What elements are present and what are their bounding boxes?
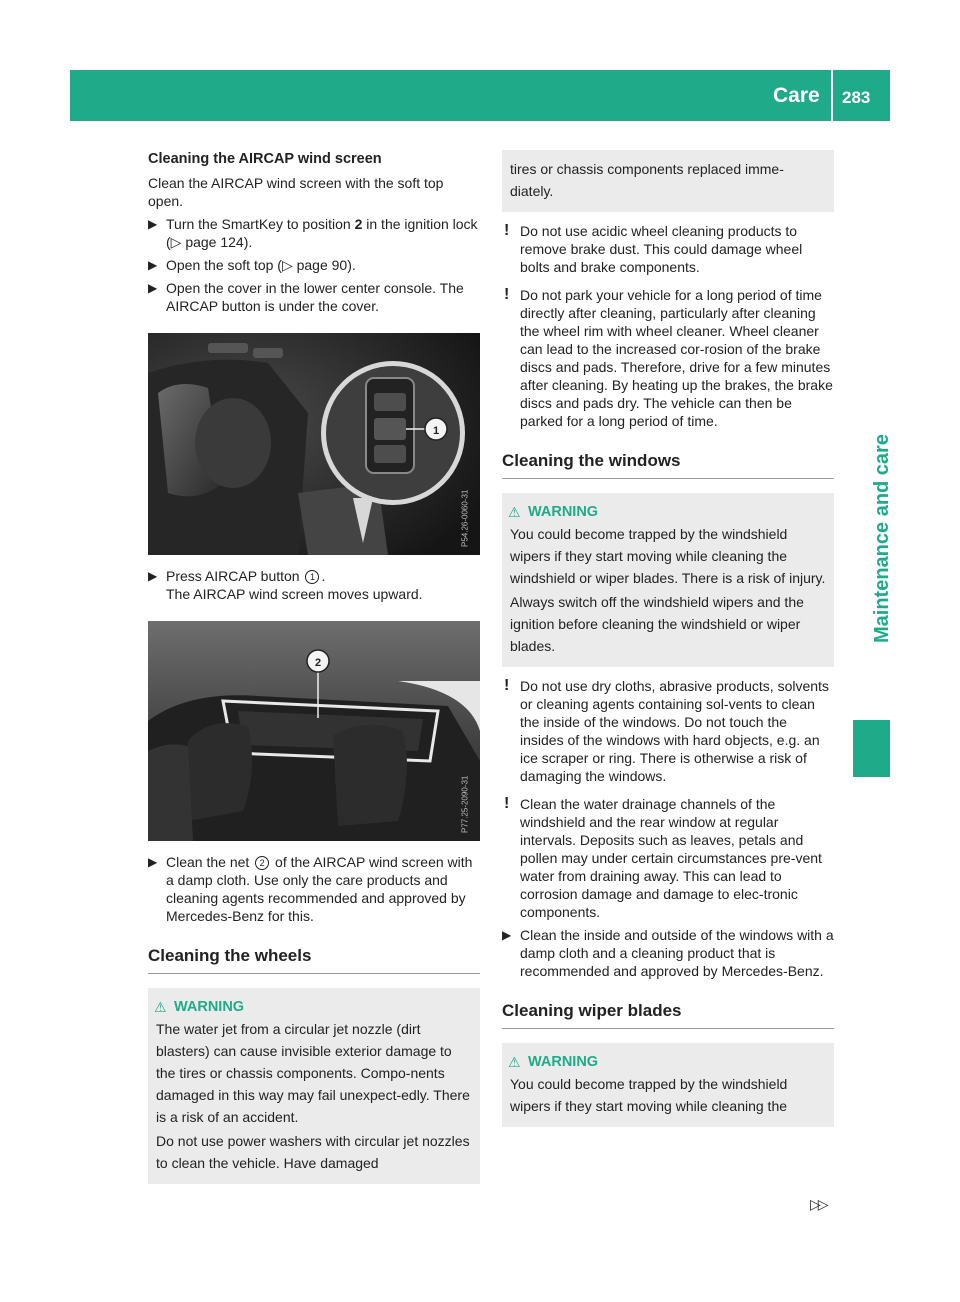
aircap-intro: Clean the AIRCAP wind screen with the soft top open. (148, 175, 444, 209)
windows-warning-box (502, 493, 834, 667)
wheels-warning-continued (502, 150, 834, 212)
image-code: P77.25-2090-31 (460, 775, 469, 833)
wipers-warning-box (502, 1043, 834, 1127)
wheels-warning-box (148, 988, 480, 1184)
section-title: Care (773, 84, 820, 107)
warning-text: You could become trapped by the windshield wipers if they start moving while cleaning the windshield or wiper blades. There is a risk of injury. (510, 526, 826, 586)
step-item: ▶ Open the soft top (▷ page 90). (148, 257, 356, 273)
wind-screen-photo (148, 621, 480, 841)
wheels-heading: Cleaning the wheels (148, 947, 480, 974)
warning-triangle-icon: ⚠ (508, 1054, 521, 1070)
callout-ref-1: 1 (305, 570, 319, 584)
aircap-heading: Cleaning the AIRCAP wind screen (148, 151, 382, 167)
caution-icon: ! (504, 795, 510, 812)
caution-icon: ! (504, 286, 510, 303)
step-arrow-icon: ▶ (148, 569, 158, 583)
step-arrow-icon: ▶ (148, 258, 158, 272)
aircap-button-photo (148, 333, 480, 555)
windows-heading: Cleaning the windows (502, 452, 834, 479)
caution-icon: ! (504, 222, 510, 239)
step-item: ▶ Turn the SmartKey to position 2 in the ignition lock (▷ page 124). (148, 216, 478, 250)
step-arrow-icon: ▶ (148, 855, 158, 869)
step-item: ▶ Open the cover in the lower center console. The AIRCAP button is under the cover. (148, 280, 464, 314)
warning-text: Do not use power washers with circular jet nozzles to clean the vehicle. Have damaged (156, 1133, 470, 1171)
step-arrow-icon: ▶ (502, 928, 512, 942)
step-arrow-icon: ▶ (148, 281, 158, 295)
warning-text: tires or chassis components replaced imme-diately. (510, 161, 784, 199)
callout-2: 2 (314, 657, 322, 669)
chapter-tab-marker (853, 720, 890, 777)
image-code: P54.26-0060-31 (460, 489, 469, 547)
chapter-tab-label: Maintenance and care (871, 434, 893, 643)
step-arrow-icon: ▶ (148, 217, 158, 231)
warning-text: You could become trapped by the windshield wipers if they start moving while cleaning the (510, 1076, 788, 1114)
console-illustration (148, 333, 480, 555)
callout-1: 1 (432, 425, 440, 437)
right-column (502, 150, 834, 1127)
warning-label: ⚠ WARNING (174, 996, 472, 1018)
caution-note: ! Clean the water drainage channels of the windshield and the rear window at regular intervals. Deposits such as leaves, petals and pollen may under certain circumstances pre-vent water from draining away. This can lead to corrosion damage and damage to elec-tronic components. (504, 795, 822, 920)
page-number: 283 (842, 88, 871, 107)
warning-triangle-icon: ⚠ (508, 504, 521, 520)
header-bar (70, 70, 890, 121)
step-item: ▶ Clean the inside and outside of the windows with a damp cloth and a cleaning product that is recommended and approved by Mercedes-Benz. (502, 927, 834, 979)
callout-ref-2: 2 (255, 856, 269, 870)
caution-icon: ! (504, 677, 510, 694)
continued-arrow-icon: ▷▷ (810, 1196, 826, 1212)
warning-label: ⚠ WARNING (528, 1051, 826, 1073)
wipers-heading: Cleaning wiper blades (502, 1002, 834, 1029)
header-divider (831, 70, 833, 121)
left-column (148, 150, 480, 1184)
warning-text: Always switch off the windshield wipers and the ignition before cleaning the windshield or wiper blades. (510, 594, 804, 654)
warning-label: ⚠ WARNING (528, 501, 826, 523)
warning-triangle-icon: ⚠ (154, 999, 167, 1015)
caution-note: ! Do not use acidic wheel cleaning products to remove brake dust. This could damage wheel bolts and brake components. (504, 222, 803, 275)
caution-note: ! Do not use dry cloths, abrasive products, solvents or cleaning agents containing sol-vents to clean the inside of the windows. Do not touch the insides of the windows with hard objects, e.g. an ice scraper or ring. There is otherwise a risk of damaging the windows. (504, 677, 829, 784)
step-item: ▶ Clean the net 2 of the AIRCAP wind screen with a damp cloth. Use only the care products and cleaning agents recommended and approved by Mercedes-Benz for this. (148, 854, 473, 924)
caution-note: ! Do not park your vehicle for a long period of time directly after cleaning, particularly after cleaning the wheel rim with wheel cleaner. Wheel cleaner can lead to the increased cor-rosion of the brake discs and pads. Therefore, drive for a few minutes after cleaning. By heating up the brakes, the brake discs and pads dry. The vehicle can then be parked for a long period of time. (504, 286, 833, 429)
warning-text: The water jet from a circular jet nozzle (dirt blasters) can cause invisible exterior damage to the tires or chassis components. Compo-nents damaged in this way may fail unexpect-edly. There is a risk of an accident. (156, 1021, 470, 1125)
step-item: ▶ Press AIRCAP button 1 . The AIRCAP wind screen moves upward. (148, 568, 423, 602)
